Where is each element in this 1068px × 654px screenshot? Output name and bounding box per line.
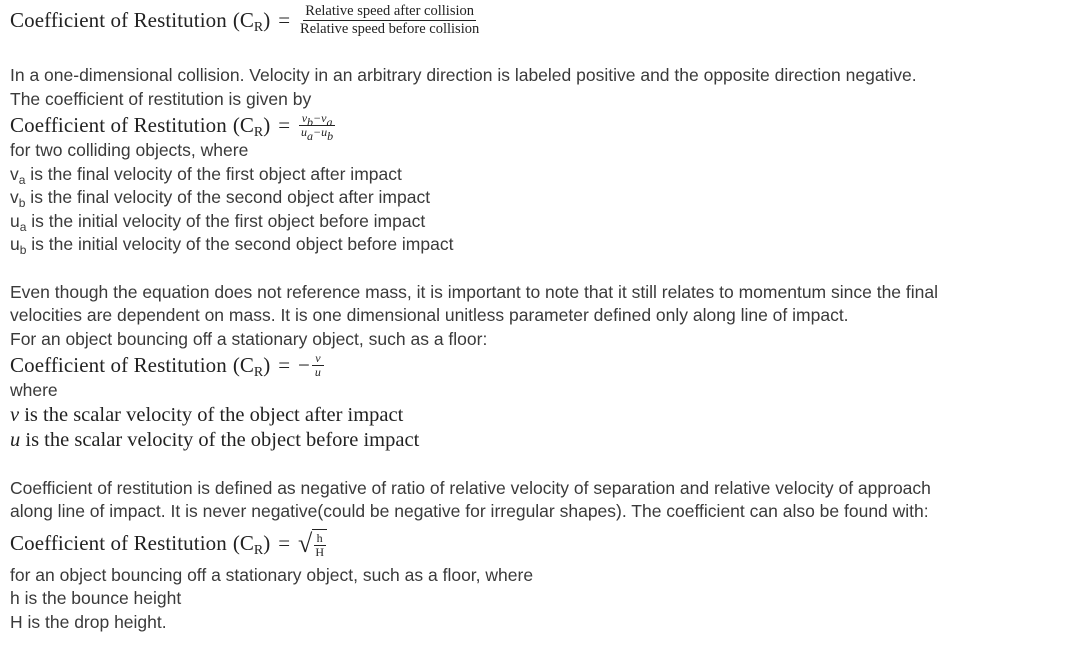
fraction-numerator: Relative speed after collision [305,2,474,19]
definition-item: $v_a$ is the final velocity of the first object after impact [10,163,402,187]
where-label: where [10,380,58,400]
equals-sign: = [278,7,291,32]
equals-sign: = [278,352,291,377]
definition-item: H is the drop height. [10,611,167,632]
formula-symbol: (CR) [232,352,271,380]
paragraph-line: Coefficient of restitution is defined as negative of ratio of relative velocity of separation and relative velocity of approach [10,477,931,498]
paragraph-intro [10,64,1060,111]
definition-item: h is the bounce height [10,588,182,608]
paragraph-line: In a one-dimensional collision. Velocity in an arbitrary direction is labeled positive and the opposite direction negative. [10,65,917,85]
paragraph-line: along line of impact. It is never negative(could be negative for irregular shapes). The coefficient can also be found with: [10,501,929,521]
formula-symbol: (CR) [232,531,271,558]
fraction-numerator: h [314,532,326,546]
formula-fraction [312,352,324,379]
radical-sign: √ [298,528,313,558]
formula-symbol: (CR) [232,7,271,35]
paragraph-line: Even though the equation does not reference mass, it is important to note that it still relates to momentum since the final [10,281,939,302]
formula-label: Coefficient of Restitution [10,531,227,555]
definition-item: v is the scalar velocity of the object after impact [10,403,404,426]
definition-item: u is the scalar velocity of the object before impact [10,428,420,451]
paragraph-line: velocities are dependent on mass. It is one dimensional unitless parameter defined only along line of impact. [10,305,849,325]
paragraph-line: For an object bouncing off a stationary object, such as a floor: [10,328,488,349]
formula-fraction [298,110,336,143]
paragraph-definition [10,477,1060,524]
formula-fraction [298,3,481,38]
paragraph-line: The coefficient of restitution is given by [10,88,312,109]
equals-sign: = [278,112,291,137]
formula-label: Coefficient of Restitution [10,7,227,32]
formula-fraction [312,532,327,559]
paragraph-line: for an object bouncing off a stationary object, such as a floor, where [10,564,534,585]
fraction-numerator: $v_b-v_a$ [299,112,336,126]
fraction-denominator: $u_a-u_b$ [301,124,334,143]
formula-velocity [10,110,1060,143]
formula-symbol: (CR) [232,112,271,140]
equals-sign: = [278,531,291,555]
fraction-denominator: u [314,364,321,379]
definition-item: $u_a$ is the initial velocity of the first object before impact [10,210,426,234]
formula-bounce [10,351,1060,379]
formula-definition [10,0,1060,40]
fraction-denominator: H [315,544,324,559]
paragraph-line: for two colliding objects, where [10,140,249,160]
fraction-denominator: Relative speed before collision [300,20,480,37]
height-definitions [10,564,1060,635]
formula-label: Coefficient of Restitution [10,112,227,137]
formula-height [10,524,1060,564]
definition-item: $v_b$ is the final velocity of the second object after impact [10,187,431,210]
fraction-numerator: v [312,352,323,366]
definition-item: $u_b$ is the initial velocity of the second object before impact [10,234,454,257]
square-root [298,529,327,559]
article-content [10,0,1060,634]
formula-label: Coefficient of Restitution [10,352,227,377]
minus-sign: − [298,352,310,377]
paragraph-mass [10,281,1060,352]
variable-definitions [10,139,1060,257]
